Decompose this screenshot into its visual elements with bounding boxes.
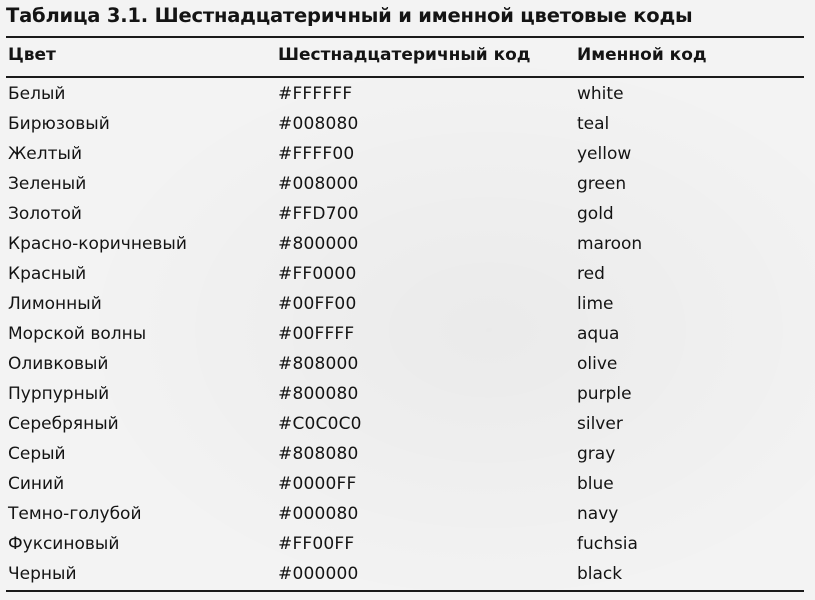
cell-hex-code: #FFD700 [278,204,359,224]
table-header [0,40,815,74]
cell-named-code: gray [577,444,616,464]
cell-color-name: Фуксиновый [8,534,120,554]
cell-color-name: Лимонный [8,294,102,314]
cell-hex-code: #808000 [278,354,359,374]
cell-color-name: Зеленый [8,174,87,194]
cell-color-name: Синий [8,474,65,494]
cell-hex-code: #800000 [278,234,359,254]
cell-hex-code: #000080 [278,504,359,524]
cell-named-code: aqua [577,324,620,344]
cell-color-name: Темно-голубой [8,504,142,524]
cell-hex-code: #0000FF [278,474,357,494]
table-row [0,201,815,231]
cell-named-code: silver [577,414,623,434]
header-named-code: Именной код [577,45,707,65]
top-rule [6,36,804,38]
cell-named-code: navy [577,504,619,524]
cell-hex-code: #FF00FF [278,534,355,554]
cell-color-name: Красный [8,264,87,284]
table-row [0,231,815,261]
cell-named-code: lime [577,294,614,314]
cell-color-name: Бирюзовый [8,114,110,134]
cell-named-code: maroon [577,234,643,254]
cell-hex-code: #FFFF00 [278,144,355,164]
cell-hex-code: #00FFFF [278,324,355,344]
table-row [0,321,815,351]
cell-hex-code: #008080 [278,114,359,134]
table-row [0,561,815,591]
table-caption: Таблица 3.1. Шестнадцатеричный и именной цветовые коды [6,4,693,27]
cell-named-code: gold [577,204,614,224]
table-row [0,351,815,381]
cell-color-name: Серебряный [8,414,119,434]
cell-named-code: green [577,174,627,194]
cell-hex-code: #000000 [278,564,359,584]
cell-named-code: white [577,84,624,104]
cell-hex-code: #008000 [278,174,359,194]
cell-color-name: Золотой [8,204,82,224]
table-row [0,111,815,141]
cell-named-code: fuchsia [577,534,638,554]
cell-color-name: Пурпурный [8,384,110,404]
table-row [0,531,815,561]
table-row [0,291,815,321]
cell-hex-code: #FFFFFF [278,84,353,104]
table-row [0,261,815,291]
cell-hex-code: #808080 [278,444,359,464]
table-row [0,171,815,201]
cell-named-code: blue [577,474,614,494]
table-row [0,501,815,531]
table-row [0,441,815,471]
cell-named-code: purple [577,384,632,404]
bottom-rule [6,590,804,592]
cell-named-code: yellow [577,144,632,164]
cell-named-code: red [577,264,605,284]
cell-named-code: teal [577,114,610,134]
table-row [0,411,815,441]
table-body [0,81,815,591]
header-color: Цвет [8,45,56,65]
cell-color-name: Красно-коричневый [8,234,187,254]
cell-color-name: Белый [8,84,66,104]
table-row [0,81,815,111]
cell-color-name: Серый [8,444,66,464]
cell-color-name: Морской волны [8,324,147,344]
cell-color-name: Черный [8,564,77,584]
cell-named-code: olive [577,354,618,374]
table-row [0,381,815,411]
cell-hex-code: #800080 [278,384,359,404]
cell-hex-code: #FF0000 [278,264,357,284]
table-row [0,141,815,171]
cell-color-name: Желтый [8,144,83,164]
header-rule [6,76,804,78]
cell-named-code: black [577,564,623,584]
cell-hex-code: #00FF00 [278,294,357,314]
table-row [0,471,815,501]
header-hex-code: Шестнадцатеричный код [278,45,531,65]
cell-hex-code: #C0C0C0 [278,414,362,434]
cell-color-name: Оливковый [8,354,109,374]
